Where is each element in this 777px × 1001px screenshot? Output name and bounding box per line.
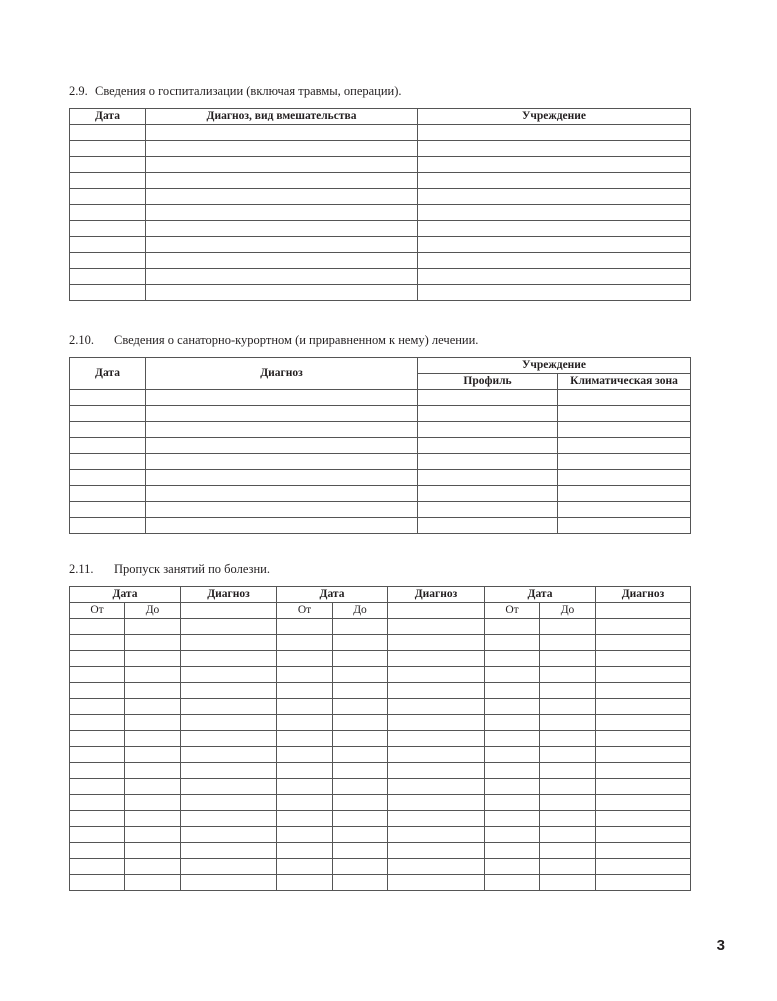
table-cell[interactable] [418,390,558,406]
table-cell[interactable] [540,747,596,763]
table-cell[interactable] [70,827,125,843]
table-cell[interactable] [558,422,691,438]
col-header-date: Дата [70,587,181,603]
table-row [70,827,691,843]
table-cell[interactable] [388,795,485,811]
table-cell[interactable] [418,141,691,157]
table-cell[interactable] [418,157,691,173]
table-row [70,390,691,406]
table-cell[interactable] [70,422,146,438]
table-cell[interactable] [596,715,691,731]
table-cell[interactable] [181,875,277,891]
table-cell[interactable] [277,843,333,859]
table-cell[interactable] [146,253,418,269]
table-cell[interactable] [181,715,277,731]
table-cell[interactable] [388,811,485,827]
table-cell[interactable] [418,237,691,253]
table-row [70,731,691,747]
table-cell[interactable] [558,502,691,518]
table-cell[interactable] [388,731,485,747]
col-header-to: До [125,603,181,619]
table-cell[interactable] [558,406,691,422]
table-cell[interactable] [596,843,691,859]
table-cell[interactable] [558,486,691,502]
table-cell[interactable] [70,470,146,486]
table-cell[interactable] [146,470,418,486]
table-cell[interactable] [418,125,691,141]
table-cell[interactable] [125,635,181,651]
table-row [70,438,691,454]
section-title-text: Сведения о санаторно-курортном (и приравненном к нему) лечении. [114,333,479,347]
col-header-to: До [333,603,388,619]
col-header-date: Дата [70,109,146,125]
table-cell[interactable] [388,699,485,715]
col-header-diagnosis: Диагноз [181,587,277,603]
table-cell[interactable] [277,827,333,843]
table-cell[interactable] [70,502,146,518]
table-cell[interactable] [540,763,596,779]
table-cell[interactable] [146,390,418,406]
col-header-date: Дата [485,587,596,603]
table-cell[interactable] [540,811,596,827]
table-cell[interactable] [146,438,418,454]
table-cell[interactable] [70,518,146,534]
table-cell[interactable] [333,635,388,651]
table-cell[interactable] [70,779,125,795]
table-cell[interactable] [277,875,333,891]
table-row [70,502,691,518]
table-cell[interactable] [388,683,485,699]
col-header-from: От [277,603,333,619]
table-cell[interactable] [70,715,125,731]
table-cell[interactable] [558,518,691,534]
table-cell[interactable] [70,843,125,859]
col-header-blank [388,603,485,619]
table-subheader-row [70,603,691,619]
col-header-profile: Профиль [418,374,558,390]
col-header-date: Дата [70,358,146,390]
table-cell[interactable] [70,763,125,779]
table-row [70,454,691,470]
table-cell[interactable] [388,667,485,683]
table-cell[interactable] [596,795,691,811]
table-cell[interactable] [485,747,540,763]
table-row [70,635,691,651]
table-cell[interactable] [418,422,558,438]
table-cell[interactable] [125,859,181,875]
table-cell[interactable] [70,438,146,454]
table-cell[interactable] [181,731,277,747]
table-cell[interactable] [70,269,146,285]
table-cell[interactable] [181,779,277,795]
table-cell[interactable] [333,779,388,795]
table-cell[interactable] [146,518,418,534]
table-cell[interactable] [596,683,691,699]
table-cell[interactable] [181,651,277,667]
table-cell[interactable] [181,843,277,859]
col-header-date: Дата [277,587,388,603]
table-cell[interactable] [540,779,596,795]
table-cell[interactable] [146,502,418,518]
table-cell[interactable] [596,731,691,747]
table-cell[interactable] [125,683,181,699]
table-cell[interactable] [70,811,125,827]
table-cell[interactable] [181,619,277,635]
table-cell[interactable] [485,699,540,715]
table-cell[interactable] [388,827,485,843]
table-cell[interactable] [70,406,146,422]
table-cell[interactable] [181,699,277,715]
table-cell[interactable] [596,859,691,875]
table-cell[interactable] [70,731,125,747]
table-cell[interactable] [70,221,146,237]
table-cell[interactable] [125,763,181,779]
table-cell[interactable] [333,747,388,763]
table-row [70,237,691,253]
table-cell[interactable] [146,221,418,237]
table-cell[interactable] [596,651,691,667]
table-cell[interactable] [388,715,485,731]
table-cell[interactable] [333,827,388,843]
section-title-text: Пропуск занятий по болезни. [114,562,270,576]
table-cell[interactable] [333,619,388,635]
table-cell[interactable] [485,843,540,859]
table-cell[interactable] [333,859,388,875]
table-cell[interactable] [125,699,181,715]
table-cell[interactable] [277,731,333,747]
table-row [70,470,691,486]
table-cell[interactable] [418,454,558,470]
table-cell[interactable] [146,125,418,141]
table-cell[interactable] [540,619,596,635]
table-cell[interactable] [333,715,388,731]
table-row [70,683,691,699]
table-cell[interactable] [70,635,125,651]
table-cell[interactable] [70,454,146,470]
section-absence-title [69,562,270,577]
table-cell[interactable] [485,795,540,811]
table-cell[interactable] [596,811,691,827]
table-cell[interactable] [418,518,558,534]
table-cell[interactable] [70,795,125,811]
table-cell[interactable] [146,422,418,438]
table-cell[interactable] [146,454,418,470]
table-cell[interactable] [540,699,596,715]
col-header-diagnosis: Диагноз [596,587,691,603]
table-row [70,486,691,502]
table-cell[interactable] [181,747,277,763]
table-cell[interactable] [418,486,558,502]
table-cell[interactable] [418,406,558,422]
table-row [70,747,691,763]
table-cell[interactable] [333,699,388,715]
table-cell[interactable] [181,667,277,683]
table-cell[interactable] [70,699,125,715]
table-cell[interactable] [70,390,146,406]
table-cell[interactable] [540,667,596,683]
table-header-row [70,109,691,125]
col-header-institution: Учреждение [418,109,691,125]
table-cell[interactable] [388,619,485,635]
table-cell[interactable] [70,651,125,667]
table-cell[interactable] [70,486,146,502]
table-cell[interactable] [540,875,596,891]
table-cell[interactable] [540,715,596,731]
table-cell[interactable] [558,390,691,406]
table-cell[interactable] [125,779,181,795]
table-cell[interactable] [485,731,540,747]
table-cell[interactable] [277,779,333,795]
table-cell[interactable] [485,635,540,651]
table-cell[interactable] [146,406,418,422]
table-cell[interactable] [181,859,277,875]
table-cell[interactable] [277,747,333,763]
table-row [70,125,691,141]
table-cell[interactable] [485,619,540,635]
table-cell[interactable] [70,875,125,891]
table-row [70,795,691,811]
table-cell[interactable] [125,731,181,747]
table-row [70,811,691,827]
table-cell[interactable] [146,157,418,173]
table-cell[interactable] [485,683,540,699]
table-cell[interactable] [388,779,485,795]
table-cell[interactable] [596,699,691,715]
table-row [70,651,691,667]
table-cell[interactable] [333,811,388,827]
table-cell[interactable] [333,795,388,811]
table-cell[interactable] [70,253,146,269]
table-cell[interactable] [540,859,596,875]
table-cell[interactable] [485,667,540,683]
table-cell[interactable] [485,859,540,875]
table-cell[interactable] [125,795,181,811]
table-cell[interactable] [333,683,388,699]
table-cell[interactable] [125,843,181,859]
table-cell[interactable] [277,699,333,715]
table-row [70,518,691,534]
table-cell[interactable] [277,683,333,699]
table-cell[interactable] [540,795,596,811]
table-cell[interactable] [558,438,691,454]
table-row [70,699,691,715]
sanatorium-table [69,357,691,534]
table-cell[interactable] [418,269,691,285]
table-cell[interactable] [277,859,333,875]
absence-table [69,586,691,891]
table-cell[interactable] [540,635,596,651]
table-cell[interactable] [333,875,388,891]
table-cell[interactable] [333,763,388,779]
table-header-row [70,587,691,603]
table-cell[interactable] [388,875,485,891]
table-cell[interactable] [125,747,181,763]
table-row [70,763,691,779]
table-cell[interactable] [388,651,485,667]
table-row [70,667,691,683]
table-cell[interactable] [277,667,333,683]
table-cell[interactable] [418,173,691,189]
table-cell[interactable] [333,667,388,683]
table-cell[interactable] [418,470,558,486]
table-cell[interactable] [125,811,181,827]
table-cell[interactable] [146,205,418,221]
table-cell[interactable] [70,237,146,253]
table-cell[interactable] [418,221,691,237]
table-cell[interactable] [125,667,181,683]
table-cell[interactable] [333,843,388,859]
table-cell[interactable] [596,619,691,635]
table-cell[interactable] [125,619,181,635]
table-cell[interactable] [146,237,418,253]
table-cell[interactable] [485,875,540,891]
table-cell[interactable] [485,651,540,667]
table-cell[interactable] [540,843,596,859]
table-row [70,221,691,237]
table-cell[interactable] [146,285,418,301]
table-cell[interactable] [388,859,485,875]
table-cell[interactable] [540,683,596,699]
table-row [70,285,691,301]
table-row [70,253,691,269]
table-cell[interactable] [181,683,277,699]
table-cell[interactable] [181,827,277,843]
table-row [70,422,691,438]
col-header-institution: Учреждение [418,358,691,374]
table-cell[interactable] [485,763,540,779]
table-cell[interactable] [418,189,691,205]
hospitalization-table [69,108,691,301]
col-header-from: От [70,603,125,619]
table-cell[interactable] [540,731,596,747]
table-cell[interactable] [596,635,691,651]
table-cell[interactable] [146,189,418,205]
table-cell[interactable] [333,651,388,667]
table-cell[interactable] [277,635,333,651]
col-header-blank [596,603,691,619]
table-cell[interactable] [181,635,277,651]
section-hospitalization-title: 2.9. Сведения о госпитализации (включая травмы, операции). [69,84,402,98]
table-row [70,269,691,285]
col-header-diagnosis: Диагноз [146,358,418,390]
table-row [70,859,691,875]
table-cell[interactable] [418,502,558,518]
table-cell[interactable] [596,667,691,683]
table-cell[interactable] [596,875,691,891]
table-cell[interactable] [277,795,333,811]
table-cell[interactable] [333,731,388,747]
table-cell[interactable] [125,827,181,843]
table-cell[interactable] [596,779,691,795]
col-header-climate-zone: Климатическая зона [558,374,691,390]
table-cell[interactable] [388,747,485,763]
table-cell[interactable] [388,763,485,779]
table-cell[interactable] [540,651,596,667]
table-cell[interactable] [181,763,277,779]
table-cell[interactable] [540,827,596,843]
table-cell[interactable] [70,173,146,189]
table-cell[interactable] [558,470,691,486]
table-cell[interactable] [70,189,146,205]
table-cell[interactable] [70,205,146,221]
table-cell[interactable] [70,285,146,301]
section-sanatorium-title [69,333,478,348]
table-cell[interactable] [596,763,691,779]
col-header-diagnosis: Диагноз [388,587,485,603]
table-cell[interactable] [596,747,691,763]
table-cell[interactable] [70,619,125,635]
table-cell[interactable] [485,811,540,827]
table-cell[interactable] [146,486,418,502]
table-cell[interactable] [277,619,333,635]
col-header-from: От [485,603,540,619]
table-cell[interactable] [70,683,125,699]
table-cell[interactable] [558,454,691,470]
table-cell[interactable] [181,811,277,827]
section-number: 2.10. [69,333,94,347]
table-row [70,779,691,795]
table-cell[interactable] [418,438,558,454]
table-cell[interactable] [181,795,277,811]
table-row [70,406,691,422]
table-cell[interactable] [125,651,181,667]
table-row [70,189,691,205]
table-row [70,157,691,173]
table-cell[interactable] [388,843,485,859]
table-cell[interactable] [277,811,333,827]
table-cell[interactable] [125,715,181,731]
col-header-blank [181,603,277,619]
table-cell[interactable] [277,651,333,667]
table-cell[interactable] [70,125,146,141]
table-row [70,715,691,731]
table-row [70,173,691,189]
table-cell[interactable] [146,141,418,157]
table-row [70,875,691,891]
table-cell[interactable] [70,141,146,157]
table-cell[interactable] [388,635,485,651]
section-number: 2.11. [69,562,94,576]
table-cell[interactable] [146,269,418,285]
table-row [70,205,691,221]
table-cell[interactable] [596,827,691,843]
table-cell[interactable] [70,157,146,173]
table-cell[interactable] [125,875,181,891]
section-title-text: Сведения о госпитализации (включая травмы, операции). [95,84,402,98]
table-cell[interactable] [70,747,125,763]
table-row [70,843,691,859]
table-cell[interactable] [277,715,333,731]
table-cell[interactable] [485,715,540,731]
table-cell[interactable] [418,205,691,221]
table-cell[interactable] [485,779,540,795]
table-cell[interactable] [418,253,691,269]
table-cell[interactable] [277,763,333,779]
table-cell[interactable] [70,859,125,875]
table-header-row [70,358,691,374]
table-row [70,619,691,635]
table-row [70,141,691,157]
table-cell[interactable] [418,285,691,301]
col-header-diagnosis-intervention: Диагноз, вид вмешательства [146,109,418,125]
table-cell[interactable] [146,173,418,189]
col-header-to: До [540,603,596,619]
page-number: 3 [716,937,725,954]
table-cell[interactable] [70,667,125,683]
table-cell[interactable] [485,827,540,843]
